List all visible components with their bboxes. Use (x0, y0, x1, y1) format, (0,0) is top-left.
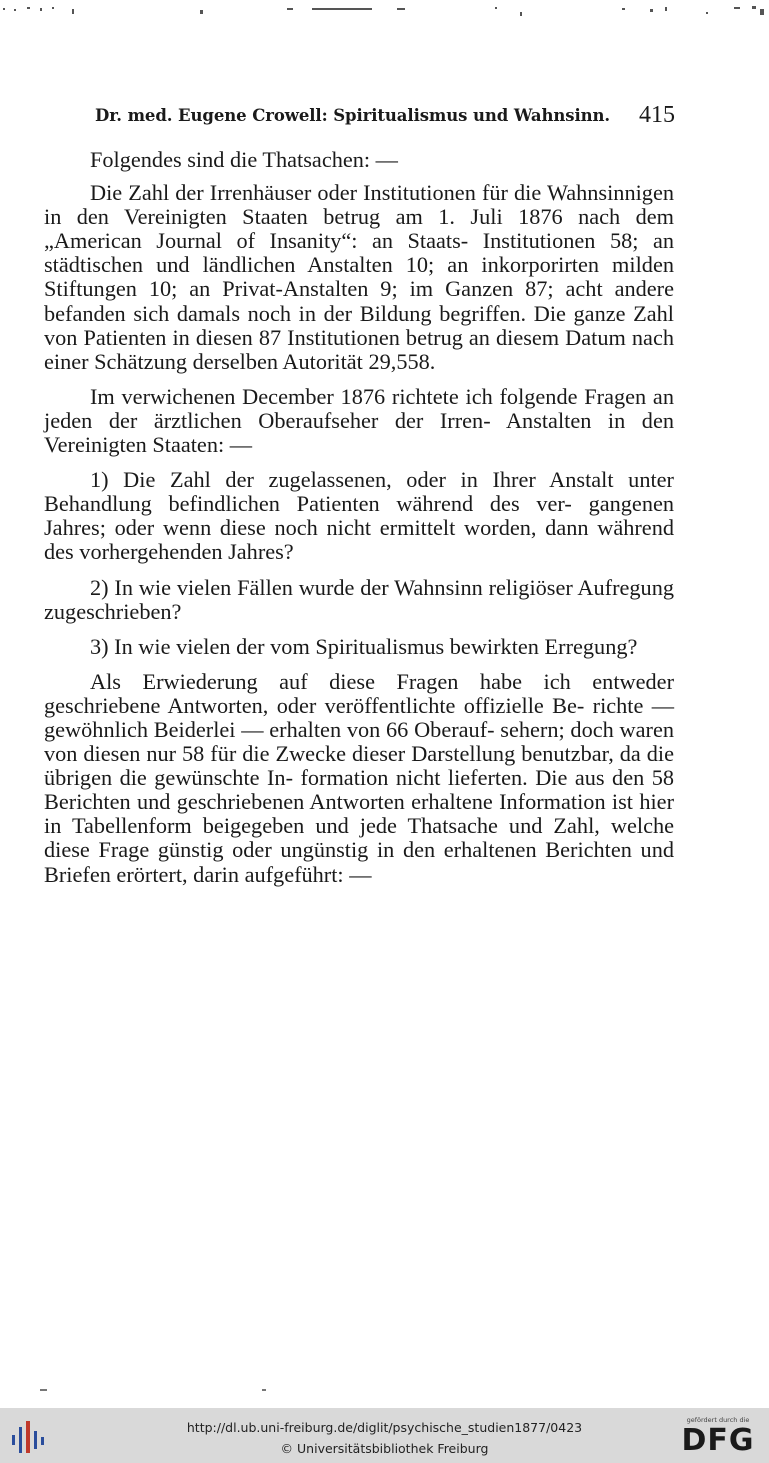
text-line: Erregung? (544, 633, 638, 659)
text-line: unter Behandlung befindlichen Patienten während des ver- (44, 467, 674, 517)
body-text (44, 148, 674, 887)
scan-mark (40, 1389, 47, 1391)
text-line: an inkorporirten milden Stiftungen 10; an Privat-Anstalten 9; (44, 252, 674, 302)
footer-url-link[interactable]: http://dl.ub.uni-freiburg.de/diglit/psychische_studien1877/0423 (186, 1420, 583, 1435)
text-line: Im verwichenen December 1876 richtete ich folgende (90, 383, 578, 409)
text-line: worden, dann während des vorhergehenden Jahres? (44, 515, 674, 565)
text-line: Die Zahl der Irrenhäuser oder Institutionen für die (90, 180, 542, 206)
text-line: gangenen Jahres; oder wenn diese noch nicht ermittelt (44, 491, 675, 541)
footer-copyright: © Universitätsbibliothek Freiburg (280, 1441, 489, 1456)
text-line: Fragen an jeden der ärztlichen Oberaufseher der Irren- (44, 383, 674, 433)
text-line: Institutionen 58; an städtischen und ländlichen Anstalten 10; (44, 228, 675, 278)
dfg-logo[interactable]: DFG (681, 1423, 755, 1458)
paragraph-question-3 (44, 635, 674, 659)
text-line: diesen 87 Institutionen betrug an diesem Datum nach einer (44, 324, 674, 374)
running-header (95, 100, 675, 130)
text-line: 1876 nach dem „American Journal of Insanity“: an Staats- (44, 204, 674, 254)
paragraph-intro (44, 148, 674, 172)
scan-mark (262, 1389, 266, 1391)
text-line: formation nicht lieferten. Die aus den 58 Berichten und (44, 765, 674, 815)
paragraph-questions-intro (44, 385, 674, 457)
text-line: richte — gewöhnlich Beiderlei — erhalten von 66 Oberauf- (44, 692, 674, 742)
text-line: der Bildung begriffen. Die ganze Zahl von Patienten in (44, 300, 675, 350)
running-title: Dr. med. Eugene Crowell: Spiritualismus und Wahnsinn. (95, 106, 611, 125)
text-line: Wahnsinnigen in den Vereinigten Staaten betrug am 1. Juli (44, 180, 674, 230)
text-line: Berichten und Briefen erörtert, darin aufgeführt: — (44, 837, 674, 887)
text-line: Folgendes sind die Thatsachen: — (90, 147, 398, 172)
text-line: Tabellenform beigegeben und jede Thatsache und Zahl, (71, 813, 600, 839)
text-line: welche diese Frage günstig oder ungünstig in den erhaltenen (44, 813, 675, 863)
paragraph-statistics (44, 181, 674, 374)
text-line: geschriebene Antworten, oder veröffentlichte offizielle Be- (44, 692, 585, 718)
paragraph-question-1 (44, 468, 674, 564)
paragraph-answers (44, 670, 674, 887)
text-line: Aufregung zugeschrieben? (44, 574, 674, 624)
text-line: 1) Die Zahl der zugelassenen, oder in Ihrer Anstalt (90, 467, 614, 493)
text-line: Anstalten in den Vereinigten Staaten: — (44, 407, 674, 458)
text-line: geschriebenen Antworten erhaltene Information ist hier in (44, 789, 674, 839)
paragraph-question-2 (44, 576, 674, 624)
page-number: 415 (639, 102, 675, 128)
text-line: Als Erwiederung auf diese Fragen habe ich entweder (90, 668, 674, 694)
text-line: im Ganzen 87; acht andere befanden sich damals noch in (44, 276, 674, 326)
funder-caption: gefördert durch die (686, 1416, 750, 1424)
text-line: Darstellung benutzbar, da die übrigen die gewünschte In- (44, 741, 674, 791)
text-line: Schätzung derselben Autorität 29,558. (94, 348, 436, 374)
text-line: 3) In wie vielen der vom Spiritualismus bewirkten (90, 633, 539, 659)
text-line: 2) In wie vielen Fällen wurde der Wahnsinn religiöser (90, 574, 573, 600)
scan-edge-specks (0, 0, 769, 20)
text-line: sehern; doch waren von diesen nur 58 für die Zwecke dieser (44, 716, 674, 767)
footer-bar (0, 1408, 769, 1463)
